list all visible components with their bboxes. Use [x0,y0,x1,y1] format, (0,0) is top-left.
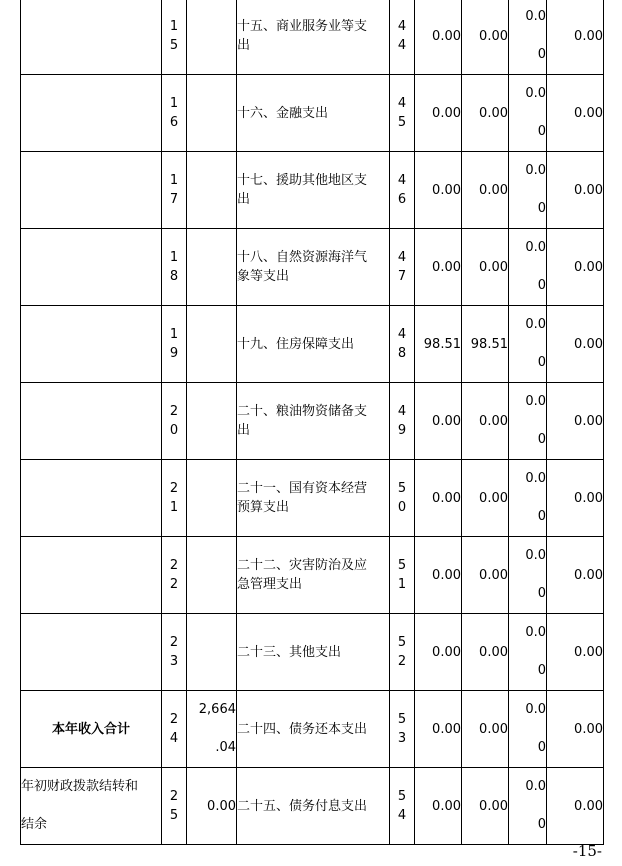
expense-general-budget: 0.00 [462,460,509,537]
income-line-number: 2 2 [162,537,187,614]
expense-state-capital: 0.00 [547,75,604,152]
expense-item-cell: 二十四、债务还本支出 [237,691,390,768]
expense-item-cell: 二十一、国有资本经营 预算支出 [237,460,390,537]
income-amount [187,75,237,152]
expense-total: 0.00 [415,75,462,152]
expense-line-number: 5 3 [390,691,415,768]
expense-state-capital: 0.00 [547,691,604,768]
expense-total: 0.00 [415,229,462,306]
expense-total: 0.00 [415,614,462,691]
expense-total: 98.51 [415,306,462,383]
expense-fund-budget: 0.0 0 [509,0,547,75]
income-amount [187,229,237,306]
table-row [21,691,604,768]
income-item-cell [21,75,162,152]
expense-total: 0.00 [415,383,462,460]
expense-total: 0.00 [415,0,462,75]
expense-fund-budget: 0.0 0 [509,306,547,383]
expense-total: 0.00 [415,460,462,537]
expense-item-cell: 二十三、其他支出 [237,614,390,691]
table-row [21,768,604,845]
expense-line-number: 4 7 [390,229,415,306]
income-amount [187,614,237,691]
income-line-number: 2 0 [162,383,187,460]
expense-line-number: 5 1 [390,537,415,614]
expense-line-number: 4 9 [390,383,415,460]
expense-general-budget: 0.00 [462,75,509,152]
income-line-number: 1 5 [162,0,187,75]
expense-general-budget: 98.51 [462,306,509,383]
expense-total: 0.00 [415,537,462,614]
expense-fund-budget: 0.0 0 [509,537,547,614]
income-item-cell [21,0,162,75]
expense-general-budget: 0.00 [462,691,509,768]
income-amount [187,383,237,460]
expense-fund-budget: 0.0 0 [509,383,547,460]
expense-line-number: 5 4 [390,768,415,845]
expense-item-cell: 十七、援助其他地区支 出 [237,152,390,229]
table-row [21,614,604,691]
income-item-cell [21,537,162,614]
expense-line-number: 4 5 [390,75,415,152]
income-item-cell [21,460,162,537]
expense-fund-budget: 0.0 0 [509,691,547,768]
income-amount [187,152,237,229]
expense-total: 0.00 [415,691,462,768]
table-row [21,75,604,152]
expense-fund-budget: 0.0 0 [509,75,547,152]
expense-state-capital: 0.00 [547,0,604,75]
income-line-number: 2 1 [162,460,187,537]
expense-general-budget: 0.00 [462,0,509,75]
expense-general-budget: 0.00 [462,614,509,691]
expense-line-number: 5 2 [390,614,415,691]
budget-table [20,0,604,845]
expense-state-capital: 0.00 [547,229,604,306]
income-item-cell [21,306,162,383]
expense-item-cell: 二十、粮油物资储备支 出 [237,383,390,460]
expense-item-cell: 十六、金融支出 [237,75,390,152]
expense-total: 0.00 [415,152,462,229]
expense-state-capital: 0.00 [547,383,604,460]
table-row [21,152,604,229]
expense-general-budget: 0.00 [462,229,509,306]
expense-state-capital: 0.00 [547,768,604,845]
expense-line-number: 5 0 [390,460,415,537]
income-line-number: 2 3 [162,614,187,691]
expense-total: 0.00 [415,768,462,845]
income-item-cell [21,614,162,691]
income-line-number: 1 6 [162,75,187,152]
expense-general-budget: 0.00 [462,768,509,845]
income-line-number: 1 7 [162,152,187,229]
expense-general-budget: 0.00 [462,383,509,460]
income-amount: 2,664 .04 [187,691,237,768]
income-amount [187,460,237,537]
expense-state-capital: 0.00 [547,460,604,537]
page-number: -15- [572,842,602,860]
expense-state-capital: 0.00 [547,537,604,614]
expense-general-budget: 0.00 [462,152,509,229]
income-amount: 0.00 [187,768,237,845]
income-item-cell [21,229,162,306]
income-line-number: 1 8 [162,229,187,306]
table-row [21,306,604,383]
income-item-cell: 年初财政拨款结转和 结余 [21,768,162,845]
expense-state-capital: 0.00 [547,306,604,383]
expense-item-cell: 二十二、灾害防治及应 急管理支出 [237,537,390,614]
income-amount [187,0,237,75]
income-amount [187,537,237,614]
expense-item-cell: 十九、住房保障支出 [237,306,390,383]
income-line-number: 2 5 [162,768,187,845]
expense-line-number: 4 6 [390,152,415,229]
income-amount [187,306,237,383]
expense-fund-budget: 0.0 0 [509,768,547,845]
expense-fund-budget: 0.0 0 [509,229,547,306]
income-line-number: 2 4 [162,691,187,768]
expense-line-number: 4 4 [390,0,415,75]
expense-state-capital: 0.00 [547,614,604,691]
expense-item-cell: 二十五、债务付息支出 [237,768,390,845]
expense-state-capital: 0.00 [547,152,604,229]
expense-item-cell: 十五、商业服务业等支 出 [237,0,390,75]
income-item-cell [21,383,162,460]
table-row [21,537,604,614]
expense-fund-budget: 0.0 0 [509,614,547,691]
expense-fund-budget: 0.0 0 [509,460,547,537]
expense-general-budget: 0.00 [462,537,509,614]
income-line-number: 1 9 [162,306,187,383]
table-row [21,229,604,306]
table-row [21,0,604,75]
income-item-cell: 本年收入合计 [21,691,162,768]
expense-line-number: 4 8 [390,306,415,383]
table-row [21,383,604,460]
income-item-cell [21,152,162,229]
expense-fund-budget: 0.0 0 [509,152,547,229]
table-row [21,460,604,537]
expense-item-cell: 十八、自然资源海洋气 象等支出 [237,229,390,306]
